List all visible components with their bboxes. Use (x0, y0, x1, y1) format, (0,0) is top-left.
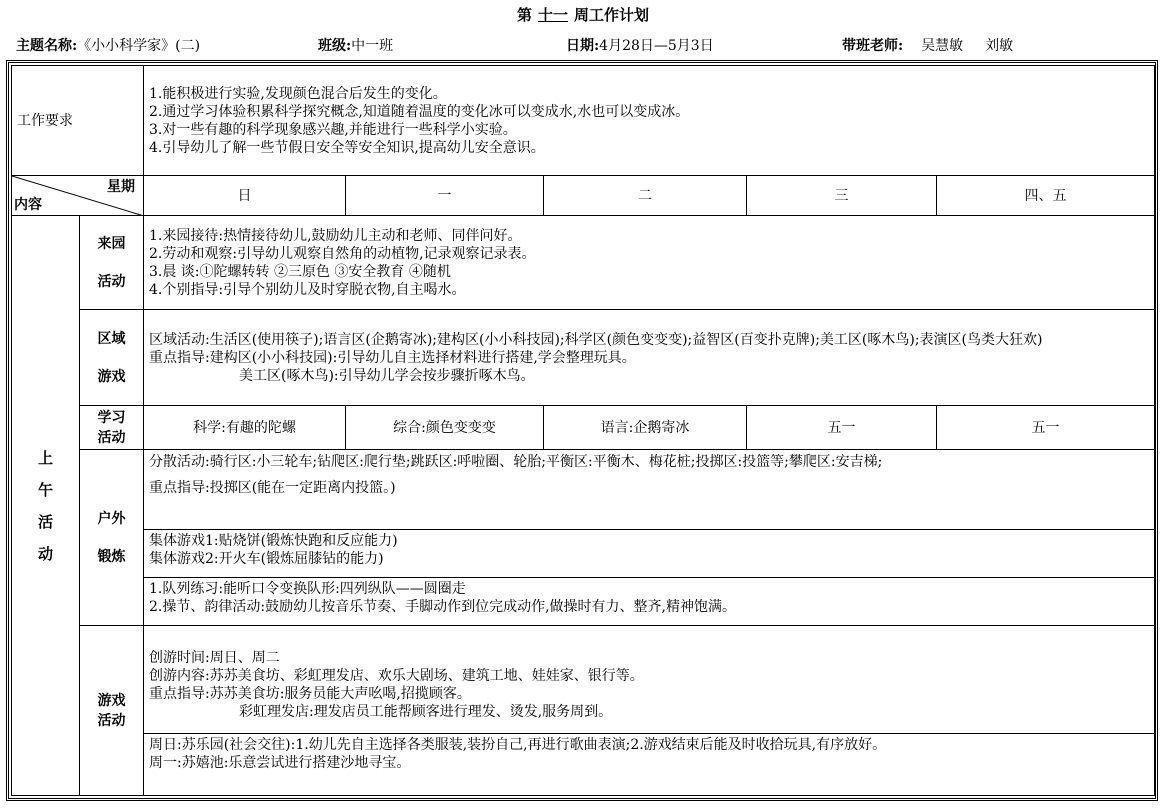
area-row (12, 310, 1155, 406)
games-content (144, 626, 1155, 796)
outdoor-content (144, 450, 1155, 626)
study-cell: 五一 (937, 406, 1155, 450)
arrival-label-1: 来园 (97, 235, 126, 252)
study-label-2: 活动 (97, 429, 126, 446)
morning-char: 动 (37, 544, 53, 563)
morning-label (12, 216, 80, 796)
corner-bottom-label: 内容 (14, 197, 42, 213)
morning-char: 活 (37, 512, 53, 531)
info-bar (16, 35, 1156, 57)
plan-table (11, 65, 1155, 796)
title-prefix: 第 (516, 6, 532, 24)
days-header-row (12, 176, 1155, 216)
games-label (80, 626, 144, 796)
area-line: 区域活动:生活区(使用筷子);语言区(企鹅寄冰);建构区(小小科技园);科学区(颜色变变变);益智区(百变扑克牌);美工区(啄木鸟);表演区(鸟类大狂欢) (149, 331, 1043, 348)
day-header: 日 (144, 176, 346, 216)
outdoor-group-block (144, 529, 1154, 577)
morning-char: 午 (37, 480, 53, 499)
area-label-2: 游戏 (97, 368, 126, 385)
theme-info (16, 35, 200, 55)
day-header: 一 (346, 176, 544, 216)
games-label-1: 游戏 (97, 692, 126, 709)
area-line: 美工区(啄木鸟):引导幼儿学会按步骤折啄木鸟。 (239, 367, 535, 384)
requirement-line: 4.引导幼儿了解一些节假日安全等安全知识,提高幼儿安全意识。 (149, 139, 545, 156)
arrival-row (12, 216, 1155, 310)
requirements-label: 工作要求 (12, 66, 144, 176)
teacher-1: 吴慧敏 (921, 38, 964, 54)
outdoor-group-1: 集体游戏1:贴烧饼(锻炼快跑和反应能力) (149, 532, 398, 549)
day-header: 二 (544, 176, 747, 216)
arrival-label (80, 216, 144, 310)
games-block-a (144, 647, 1154, 733)
study-cell: 综合:颜色变变变 (346, 406, 544, 450)
area-content (144, 310, 1155, 406)
theme-value: 《小小科学家》(二) (77, 38, 201, 54)
corner-cell (12, 176, 144, 216)
title-week: 十一 (537, 6, 568, 24)
games-line: 彩虹理发店:理发店员工能帮顾客进行理发、烫发,服务周到。 (239, 704, 613, 720)
theme-label: 主题名称: (16, 38, 78, 54)
requirement-line: 2.通过学习体验积累科学探究概念,知道随着温度的变化冰可以变成水,水也可以变成冰。 (149, 103, 690, 120)
study-label-1: 学习 (97, 409, 126, 426)
outdoor-drill-1: 1.队列练习:能听口令变换队形:四列纵队——圆圈走 (149, 580, 466, 597)
class-info (318, 35, 393, 55)
requirement-line: 1.能积极进行实验,发现颜色混合后发生的变化。 (149, 85, 447, 102)
study-row (12, 406, 1155, 450)
arrival-line: 2.劳动和观察:引导幼儿观察自然角的动植物,记录观察记录表。 (149, 245, 536, 262)
plan-table-frame (6, 60, 1158, 801)
class-value: 中一班 (351, 38, 394, 54)
outdoor-drill-2: 2.操节、韵律活动:鼓励幼儿按音乐节奏、手脚动作到位完成动作,做操时有力、整齐,精神饱满。 (149, 598, 736, 615)
outdoor-label (80, 450, 144, 626)
outdoor-group-2: 集体游戏2:开火车(锻炼屈膝钻的能力) (149, 550, 384, 567)
outdoor-focus-text: 重点指导:投掷区(能在一定距离内投篮。) (149, 479, 396, 496)
outdoor-drill-block (144, 577, 1154, 625)
arrival-line: 3.晨 谈:①陀螺转转 ②三原色 ③安全教育 ④随机 (149, 263, 451, 280)
teacher-label: 带班老师: (842, 38, 904, 54)
teacher-2: 刘敏 (985, 38, 1014, 54)
day-header: 三 (747, 176, 937, 216)
arrival-line: 4.个别指导:引导个别幼儿及时穿脱衣物,自主喝水。 (149, 281, 466, 298)
arrival-label-2: 活动 (97, 273, 126, 290)
outdoor-row (12, 450, 1155, 626)
games-block-b (144, 733, 1154, 774)
area-line: 重点指导:建构区(小小科技园):引导幼儿自主选择材料进行搭建,学会整理玩具。 (149, 349, 636, 366)
study-label (80, 406, 144, 450)
title-suffix: 周工作计划 (574, 6, 650, 24)
study-cell: 语言:企鹅寄冰 (544, 406, 747, 450)
games-line: 周一:苏嬉池:乐意尝试进行搭建沙地寻宝。 (149, 755, 411, 771)
requirements-content (144, 66, 1155, 176)
date-info (566, 35, 714, 55)
games-line: 创游时间:周日、周二 (149, 650, 280, 666)
requirement-line: 3.对一些有趣的科学现象感兴趣,并能进行一些科学小实验。 (149, 121, 517, 138)
page-title (0, 4, 1166, 25)
outdoor-label-2: 锻炼 (97, 548, 126, 565)
corner-top-label: 星期 (107, 179, 135, 195)
area-label-1: 区域 (97, 330, 126, 347)
date-label: 日期: (566, 38, 600, 54)
outdoor-free-block (144, 451, 1154, 529)
outdoor-free-text: 分散活动:骑行区:小三轮车;钻爬区:爬行垫;跳跃区:呼啦圈、轮胎;平衡区:平衡木、梅花桩;投掷区:投篮等;攀爬区:安吉梯; (149, 453, 883, 470)
games-line: 创游内容:苏苏美食坊、彩虹理发店、欢乐大剧场、建筑工地、娃娃家、银行等。 (149, 668, 644, 684)
requirements-row (12, 66, 1155, 176)
study-cell: 五一 (747, 406, 937, 450)
outdoor-label-1: 户外 (97, 510, 126, 527)
area-label (80, 310, 144, 406)
arrival-content (144, 216, 1155, 310)
games-row (12, 626, 1155, 796)
day-header: 四、五 (937, 176, 1155, 216)
games-line: 周日:苏乐园(社会交往):1.幼儿先自主选择各类服装,装扮自己,再进行歌曲表演;2.游戏结束后能及时收拾玩具,有序放好。 (149, 737, 887, 753)
date-value: 4月28日—5月3日 (599, 38, 714, 54)
study-cell: 科学:有趣的陀螺 (144, 406, 346, 450)
arrival-line: 1.来园接待:热情接待幼儿,鼓励幼儿主动和老师、同伴问好。 (149, 227, 522, 244)
games-line: 重点指导:苏苏美食坊:服务员能大声吆喝,招揽顾客。 (149, 686, 471, 702)
class-label: 班级: (318, 38, 352, 54)
morning-char: 上 (37, 448, 53, 467)
teacher-info (842, 35, 1013, 55)
games-label-2: 活动 (97, 712, 126, 729)
